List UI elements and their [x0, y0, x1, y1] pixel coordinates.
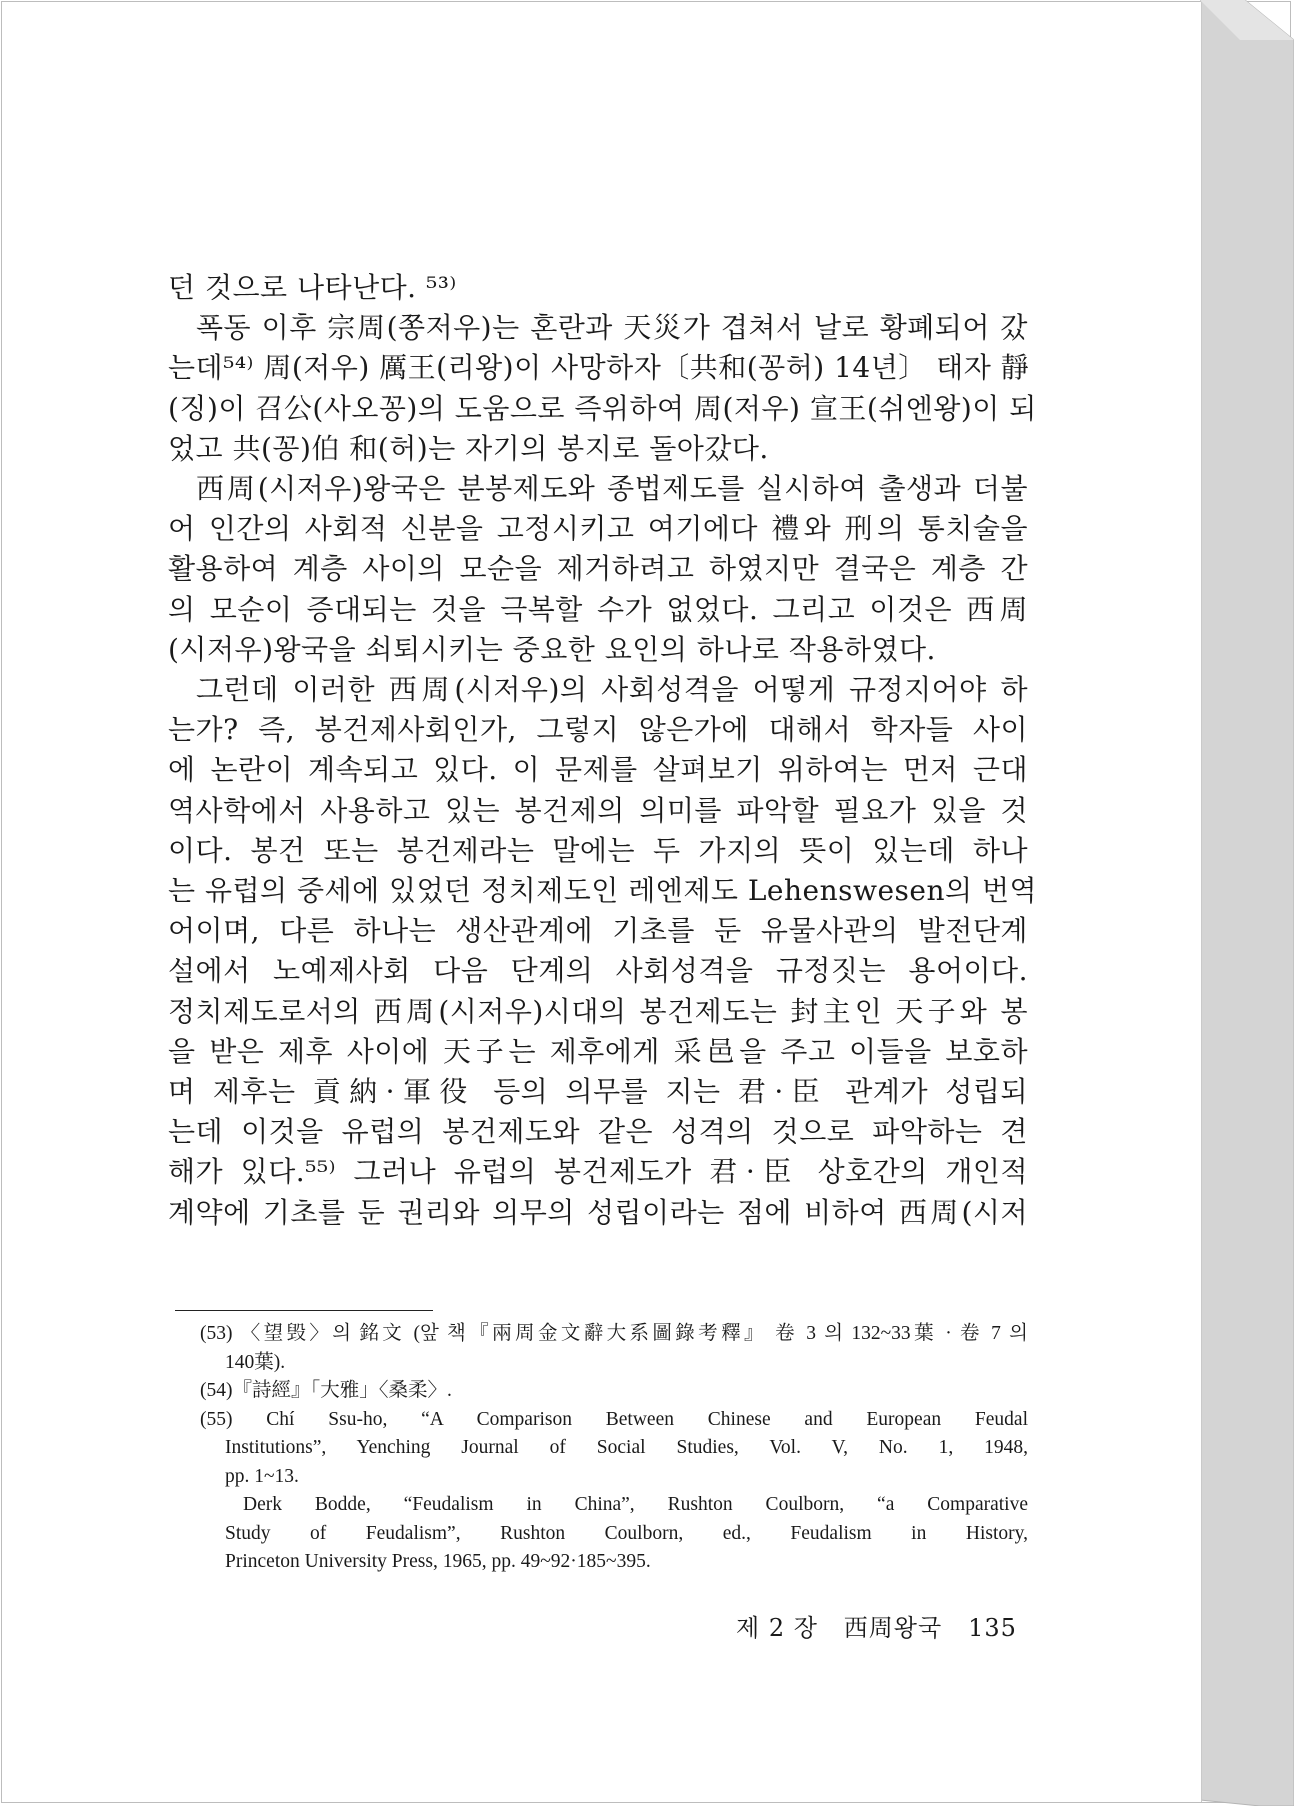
footnote-divider	[175, 1310, 433, 1311]
page-number: 135	[968, 1614, 1017, 1642]
footnote-line: Princeton University Press, 1965, pp. 49~92·185~395.	[225, 1551, 651, 1572]
text-line: 던 것으로 나타난다. ⁵³⁾	[168, 271, 457, 304]
text-line: 어 인간의 사회적 신분을 고정시키고 여기에다 禮와 刑의 통치술을	[168, 512, 1028, 546]
footnotes	[200, 1320, 1028, 1577]
text-line: (시저우)왕국을 쇠퇴시키는 중요한 요인의 하나로 작용하였다.	[168, 632, 936, 666]
footnote-line: 140葉).	[225, 1351, 286, 1373]
text-line: 정치제도로서의 西周(시저우)시대의 봉건제도는 封主인 天子와 봉	[168, 994, 1028, 1028]
text-line: 을 받은 제후 사이에 天子는 제후에게 采邑을 주고 이들을 보호하	[168, 1034, 1028, 1068]
footnote-line: pp. 1~13.	[225, 1465, 299, 1487]
text-line: 는데 이것을 유럽의 봉건제도와 같은 성격의 것으로 파악하는 견	[168, 1115, 1028, 1149]
text-line: 활용하여 계층 사이의 모순을 제거하려고 하였지만 결국은 계층 간	[168, 552, 1028, 586]
book-spine-edge	[1200, 0, 1294, 1806]
text-line: 는데⁵⁴⁾ 周(저우) 厲王(리왕)이 사망하자〔共和(꽁허) 14년〕 태자 靜	[168, 351, 1030, 385]
text-line: 는가? 즉, 봉건제사회인가, 그렇지 않은가에 대해서 학자들 사이	[168, 713, 1028, 747]
text-line: 에 논란이 계속되고 있다. 이 문제를 살펴보기 위하여는 먼저 근대	[168, 753, 1028, 787]
text-line: (징)이 召公(사오꽁)의 도움으로 즉위하여 周(저우) 宣王(쉬엔왕)이 되	[168, 391, 1037, 425]
footnote-line: Institutions”, Yenching Journal of Social Studies, Vol. V, No. 1, 1948,	[225, 1437, 1028, 1458]
text-line: 폭동 이후 宗周(쫑저우)는 혼란과 天災가 겹쳐서 날로 황폐되어 갔	[196, 311, 1028, 345]
text-line: 이다. 봉건 또는 봉건제라는 말에는 두 가지의 뜻이 있는데 하나	[168, 833, 1028, 867]
text-line: 설에서 노예제사회 다음 단계의 사회성격을 규정짓는 용어이다.	[168, 954, 1028, 988]
body-text	[168, 268, 1038, 1233]
page-footer	[736, 1608, 1017, 1643]
footnote-line: Study of Feudalism”, Rushton Coulborn, ed., Feudalism in History,	[225, 1522, 1028, 1544]
footnote-line: (53) 〈望毁〉의 銘文 (앞 책『兩周金文辭大系圖錄考釋』 卷 3 의 132~33葉 · 卷 7 의	[200, 1323, 1028, 1344]
footnote-line: Derk Bodde, “Feudalism in China”, Rushton Coulborn, “a Comparative	[243, 1494, 1028, 1515]
text-line: 며 제후는 貢納·軍役 등의 의무를 지는 君·臣 관계가 성립되	[168, 1075, 1028, 1109]
chapter-label: 제 2 장	[736, 1614, 818, 1642]
text-line: 는 유럽의 중세에 있었던 정치제도인 레엔제도 Lehenswesen의 번역	[168, 874, 1038, 908]
footnote-line: (55) Chí Ssu-ho, “A Comparison Between Chinese and European Feudal	[200, 1408, 1028, 1430]
text-line: 西周(시저우)왕국은 분봉제도와 종법제도를 실시하여 출생과 더불	[196, 472, 1028, 506]
footnote-line: (54)『詩經』「大雅」〈桑柔〉.	[200, 1380, 452, 1401]
text-line: 해가 있다.⁵⁵⁾ 그러나 유럽의 봉건제도가 君·臣 상호간의 개인적	[168, 1155, 1028, 1189]
text-line: 계약에 기초를 둔 권리와 의무의 성립이라는 점에 비하여 西周(시저	[168, 1195, 1028, 1229]
text-line: 그런데 이러한 西周(시저우)의 사회성격을 어떻게 규정지어야 하	[196, 673, 1028, 707]
text-line: 의 모순이 증대되는 것을 극복할 수가 없었다. 그리고 이것은 西周	[168, 592, 1028, 626]
text-line: 었고 共(꽁)伯 和(허)는 자기의 봉지로 돌아갔다.	[168, 431, 769, 465]
chapter-title: 西周왕국	[843, 1614, 943, 1642]
text-line: 역사학에서 사용하고 있는 봉건제의 의미를 파악할 필요가 있을 것	[168, 793, 1028, 827]
text-line: 어이며, 다른 하나는 생산관계에 기초를 둔 유물사관의 발전단계	[168, 914, 1028, 948]
